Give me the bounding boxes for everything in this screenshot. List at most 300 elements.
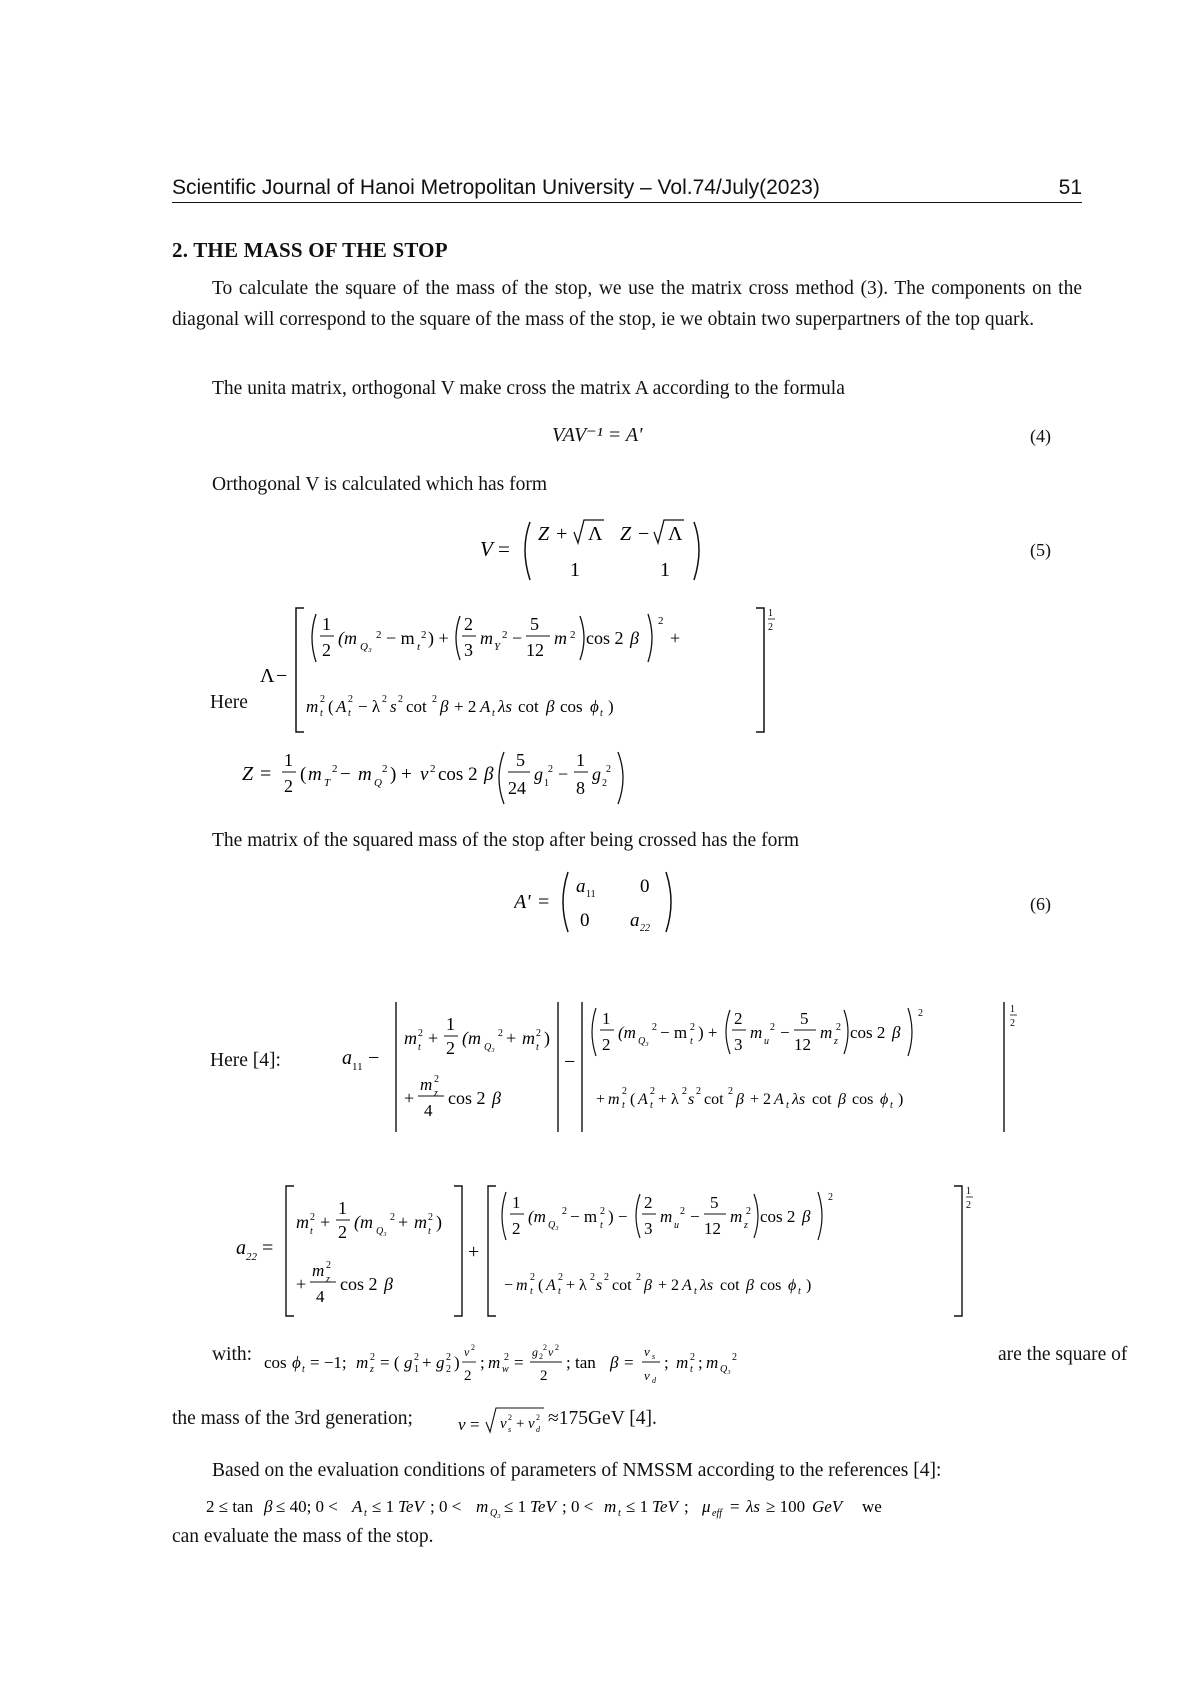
svg-text:TeV: TeV	[398, 1497, 424, 1516]
svg-text:(: (	[630, 1091, 636, 1108]
svg-text:m: m	[488, 1353, 501, 1372]
svg-text:λs: λs	[792, 1091, 806, 1108]
svg-text:(: (	[328, 697, 334, 716]
generation-tail: ≈175GeV [4].	[548, 1408, 657, 1429]
svg-text:β: β	[802, 1207, 811, 1226]
svg-text:cos 2: cos 2	[448, 1088, 486, 1108]
svg-text:t: t	[618, 1508, 621, 1519]
svg-text:m: m	[414, 1212, 427, 1232]
svg-text:β: β	[838, 1091, 846, 1108]
svg-text:2: 2	[502, 629, 508, 641]
svg-text:a: a	[576, 876, 586, 897]
svg-text:m: m	[706, 1353, 719, 1372]
svg-text:−: −	[780, 1023, 790, 1042]
svg-text:2: 2	[376, 629, 382, 641]
svg-text:A: A	[682, 1277, 692, 1294]
svg-text:Q₃: Q₃	[484, 1042, 495, 1053]
with-tail: are the square of	[998, 1344, 1128, 1365]
svg-text:t: t	[530, 1286, 533, 1297]
svg-text:m: m	[750, 1023, 763, 1042]
svg-text:5: 5	[530, 614, 539, 634]
svg-text:5: 5	[710, 1193, 719, 1212]
svg-text:−: −	[340, 764, 351, 785]
svg-text:=: =	[624, 1353, 634, 1372]
svg-text:v: v	[644, 1344, 650, 1359]
svg-text:cos 2: cos 2	[586, 628, 624, 648]
journal-title: Scientific Journal of Hanoi Metropolitan University – Vol.74/July(2023)	[172, 176, 820, 199]
svg-text:cos 2: cos 2	[850, 1023, 886, 1042]
svg-text:t: t	[600, 708, 603, 719]
svg-text:2: 2	[512, 1219, 521, 1238]
svg-text:2: 2	[644, 1193, 653, 1212]
equation-a22	[236, 1176, 996, 1326]
svg-text:2: 2	[539, 1352, 543, 1361]
svg-text:t: t	[690, 1036, 693, 1047]
svg-text:v: v	[500, 1416, 507, 1432]
svg-text:2: 2	[320, 694, 325, 705]
paragraph-evaluation	[172, 1456, 1082, 1487]
svg-text:+: +	[404, 1088, 415, 1108]
svg-text:1: 1	[576, 750, 585, 770]
svg-text:2: 2	[728, 1086, 733, 1097]
svg-text:β: β	[746, 1277, 754, 1294]
svg-text:v: v	[528, 1416, 535, 1432]
svg-text:(m: (m	[354, 1212, 373, 1232]
svg-text:Z: Z	[620, 523, 632, 545]
svg-text:a: a	[342, 1047, 352, 1069]
svg-text:Y: Y	[494, 641, 501, 653]
svg-text:2: 2	[332, 763, 338, 775]
generation-line	[172, 1398, 1082, 1448]
svg-text:2: 2	[536, 1413, 540, 1422]
svg-text:2: 2	[504, 1352, 509, 1363]
svg-text:+: +	[398, 1212, 409, 1232]
svg-text:0: 0	[580, 910, 590, 931]
svg-text:1: 1	[512, 1193, 521, 1212]
svg-text:β: β	[610, 1353, 619, 1372]
svg-text:=: =	[470, 1415, 480, 1434]
svg-text:t: t	[320, 708, 323, 719]
svg-text:+: +	[320, 1212, 331, 1232]
svg-text:(: (	[300, 764, 307, 785]
svg-text:s: s	[390, 697, 397, 716]
svg-text:t: t	[650, 1100, 653, 1111]
svg-text:−: −	[368, 1047, 380, 1069]
svg-text:z: z	[834, 1036, 838, 1047]
svg-text:z: z	[370, 1364, 374, 1375]
svg-text:2: 2	[432, 694, 437, 705]
svg-text:β: β	[384, 1274, 393, 1294]
svg-text:m: m	[604, 1497, 617, 1516]
svg-text:g: g	[404, 1353, 413, 1372]
svg-text:λs: λs	[498, 697, 512, 716]
paragraph-evaluation-end: can evaluate the mass of the stop.	[172, 1526, 434, 1547]
svg-text:) −: ) −	[608, 1207, 628, 1226]
svg-text:+: +	[596, 1091, 606, 1108]
svg-text:ϕ: ϕ	[292, 1353, 301, 1372]
svg-text:2: 2	[322, 640, 331, 660]
svg-text:cot: cot	[612, 1277, 632, 1294]
svg-text:≤ 40; 0 <: ≤ 40; 0 <	[276, 1497, 338, 1516]
svg-text:2: 2	[508, 1413, 512, 1422]
svg-text:(m: (m	[462, 1028, 481, 1048]
svg-text:cot: cot	[812, 1091, 832, 1108]
svg-text:2: 2	[430, 763, 436, 775]
svg-text:m: m	[306, 697, 319, 716]
svg-text:t: t	[492, 708, 495, 719]
paragraph-orthogonal: Orthogonal V is calculated which has form	[212, 474, 548, 495]
svg-text:2: 2	[836, 1022, 841, 1033]
svg-text:g: g	[592, 764, 601, 784]
svg-text:β: β	[484, 764, 494, 785]
svg-text:2: 2	[770, 1022, 775, 1033]
svg-text:β: β	[736, 1091, 744, 1108]
svg-text:≥ 100: ≥ 100	[766, 1497, 806, 1516]
svg-text:Q₃: Q₃	[376, 1226, 387, 1237]
svg-text:t: t	[310, 1226, 313, 1237]
svg-text:2: 2	[530, 1272, 535, 1283]
svg-text:2: 2	[682, 1086, 687, 1097]
svg-text:(: (	[538, 1277, 544, 1294]
generation-text: the mass of the 3rd generation;	[172, 1408, 413, 1429]
svg-text:β: β	[546, 697, 555, 716]
svg-text:1: 1	[544, 778, 549, 789]
svg-text:= −1;: = −1;	[310, 1353, 347, 1372]
svg-text:λs: λs	[746, 1497, 760, 1516]
svg-text:Λ: Λ	[588, 523, 603, 545]
svg-text:2: 2	[828, 1192, 833, 1203]
svg-text:=: =	[498, 537, 510, 561]
svg-text:cos 2: cos 2	[438, 764, 478, 785]
svg-text:2: 2	[543, 1343, 547, 1352]
svg-text:− m: − m	[386, 628, 415, 648]
svg-text:2: 2	[600, 1206, 605, 1217]
svg-text:A: A	[638, 1091, 648, 1108]
svg-text:Λ: Λ	[260, 665, 275, 687]
svg-text:GeV: GeV	[812, 1497, 843, 1516]
svg-text:2: 2	[690, 1352, 695, 1363]
paragraph-intro: To calculate the square of the mass of the stop, we use the matrix cross method (3). The components on the diagonal will correspond to the square of the mass of the stop, ie we obtain two superpartners of the top quark.	[172, 278, 1082, 330]
svg-text:2: 2	[555, 1343, 559, 1352]
svg-text:cos: cos	[560, 697, 583, 716]
svg-text:t: t	[418, 1042, 421, 1053]
svg-text:): )	[806, 1277, 812, 1294]
svg-text:8: 8	[576, 778, 585, 798]
svg-text:u: u	[674, 1220, 679, 1231]
svg-text:s: s	[652, 1352, 656, 1361]
svg-text:t: t	[536, 1042, 539, 1053]
svg-text:+: +	[516, 1416, 525, 1432]
svg-text:3: 3	[734, 1035, 743, 1054]
svg-text:): )	[544, 1028, 550, 1048]
svg-text:;: ;	[698, 1353, 703, 1372]
svg-text:a: a	[236, 1237, 246, 1259]
svg-text:≤ 1: ≤ 1	[372, 1497, 395, 1516]
svg-text:Q: Q	[374, 777, 382, 789]
equation-number-5: (5)	[1030, 540, 1051, 560]
svg-text:5: 5	[800, 1009, 809, 1028]
svg-text:2: 2	[966, 1200, 971, 1211]
svg-text:): )	[608, 697, 614, 716]
svg-text:2: 2	[768, 622, 773, 633]
svg-text:t: t	[798, 1286, 801, 1297]
svg-text:+: +	[506, 1028, 517, 1048]
svg-text:a: a	[630, 910, 640, 931]
svg-text:−: −	[504, 1277, 514, 1294]
svg-text:2: 2	[658, 615, 664, 627]
svg-text:24: 24	[508, 778, 526, 798]
svg-text:m: m	[312, 1261, 325, 1280]
svg-text:+: +	[556, 523, 568, 545]
svg-text:Z: Z	[242, 763, 254, 785]
svg-text:v: v	[458, 1415, 466, 1434]
svg-text:t: t	[302, 1364, 305, 1375]
paragraph-squared-matrix: The matrix of the squared mass of the stop after being crossed has the form	[212, 830, 799, 851]
svg-text:2: 2	[650, 1086, 655, 1097]
svg-text:m: m	[522, 1028, 535, 1048]
svg-text:z: z	[434, 1088, 438, 1099]
svg-text:; 0 <: ; 0 <	[430, 1497, 462, 1516]
svg-text:+: +	[468, 1241, 480, 1263]
svg-text:2: 2	[338, 1222, 347, 1242]
svg-text:;: ;	[684, 1497, 689, 1516]
svg-text:2: 2	[446, 1364, 451, 1375]
svg-text:2: 2	[398, 694, 403, 705]
svg-text:Λ: Λ	[668, 523, 683, 545]
svg-text:−: −	[638, 523, 650, 545]
svg-text:2: 2	[540, 1368, 548, 1384]
svg-text:g: g	[534, 764, 543, 784]
svg-text:2: 2	[562, 1206, 567, 1217]
svg-text:+ 2: + 2	[750, 1091, 772, 1108]
svg-text:2: 2	[446, 1352, 451, 1363]
svg-text:4: 4	[316, 1287, 325, 1306]
svg-text:2: 2	[414, 1352, 419, 1363]
svg-text:ϕ: ϕ	[590, 697, 599, 716]
svg-text:Q₃: Q₃	[360, 641, 372, 653]
svg-text:2: 2	[310, 1212, 315, 1223]
svg-text:1: 1	[660, 559, 670, 581]
svg-text:11: 11	[586, 889, 596, 900]
svg-text:): )	[436, 1212, 442, 1232]
with-label: with:	[212, 1344, 253, 1365]
svg-text:2: 2	[622, 1086, 627, 1097]
svg-text:cot: cot	[518, 697, 539, 716]
svg-text:cos: cos	[264, 1353, 287, 1372]
equation-5-matrix	[480, 510, 730, 588]
equation-6-matrix	[514, 864, 714, 940]
svg-text:2: 2	[464, 614, 473, 634]
svg-text:1: 1	[768, 608, 773, 619]
svg-text:t: t	[890, 1100, 893, 1111]
svg-text:1: 1	[446, 1014, 455, 1034]
svg-text:t: t	[694, 1286, 697, 1297]
svg-text:1: 1	[602, 1009, 611, 1028]
svg-text:2: 2	[370, 1352, 375, 1363]
svg-text:2: 2	[918, 1008, 923, 1019]
with-line	[212, 1338, 1128, 1398]
svg-text:12: 12	[794, 1035, 811, 1054]
svg-text:2: 2	[428, 1212, 433, 1223]
svg-text:ϕ: ϕ	[880, 1091, 889, 1108]
equation-z	[242, 742, 702, 812]
svg-text:TeV: TeV	[652, 1497, 678, 1516]
svg-text:t: t	[786, 1100, 789, 1111]
svg-text:Q₃: Q₃	[638, 1036, 649, 1047]
svg-text:2: 2	[434, 1074, 439, 1085]
svg-text:m: m	[516, 1277, 528, 1294]
svg-text:m: m	[358, 764, 372, 785]
parameter-conditions	[206, 1488, 1026, 1524]
svg-text:β: β	[892, 1023, 901, 1042]
svg-text:s: s	[596, 1277, 603, 1294]
svg-text:s: s	[688, 1091, 695, 1108]
svg-text:2: 2	[746, 1206, 751, 1217]
svg-text:d: d	[536, 1425, 540, 1434]
svg-text:≤ 1: ≤ 1	[504, 1497, 527, 1516]
svg-text:Q₃: Q₃	[720, 1364, 731, 1375]
svg-text:1: 1	[1010, 1004, 1015, 1015]
svg-text:5: 5	[516, 750, 525, 770]
svg-text:μ: μ	[702, 1497, 711, 1516]
svg-text:1: 1	[414, 1364, 419, 1375]
svg-text:2: 2	[680, 1206, 685, 1217]
svg-text:m: m	[676, 1353, 689, 1372]
svg-text:m: m	[820, 1023, 833, 1042]
svg-text:m: m	[356, 1353, 369, 1372]
svg-text:= (: = (	[380, 1353, 400, 1372]
svg-text:): )	[898, 1091, 904, 1108]
svg-text:(m: (m	[528, 1207, 546, 1226]
svg-text:z: z	[744, 1220, 748, 1231]
svg-text:cos 2: cos 2	[760, 1207, 796, 1226]
svg-text:2: 2	[382, 763, 388, 775]
svg-text:=: =	[262, 1237, 274, 1259]
svg-text:2: 2	[284, 776, 293, 796]
svg-text:TeV: TeV	[530, 1497, 556, 1516]
svg-text:2: 2	[464, 1368, 472, 1384]
svg-text:β: β	[630, 628, 639, 648]
svg-text:2: 2	[348, 694, 353, 705]
svg-text:V: V	[480, 537, 493, 561]
svg-text:3: 3	[644, 1219, 653, 1238]
svg-text:+ λ: + λ	[566, 1277, 587, 1294]
svg-text:) +: ) +	[698, 1023, 718, 1042]
svg-text:2: 2	[606, 764, 611, 775]
svg-text:t: t	[428, 1226, 431, 1237]
svg-text:cos 2: cos 2	[340, 1274, 378, 1294]
svg-text:m: m	[296, 1212, 309, 1232]
svg-text:=: =	[514, 1353, 524, 1372]
svg-text:3: 3	[464, 640, 473, 660]
svg-text:(m: (m	[338, 628, 357, 648]
svg-text:−: −	[564, 1051, 576, 1073]
svg-text:cos: cos	[760, 1277, 782, 1294]
with-definitions	[264, 1338, 944, 1398]
svg-text:z: z	[326, 1274, 330, 1285]
equation-lambda	[260, 600, 780, 740]
svg-text:2: 2	[652, 1022, 657, 1033]
svg-text:Q₃: Q₃	[548, 1220, 559, 1231]
svg-text:β: β	[492, 1088, 501, 1108]
svg-text:2: 2	[602, 1035, 611, 1054]
svg-text:m: m	[608, 1091, 620, 1108]
svg-text:m: m	[660, 1207, 673, 1226]
svg-text:v: v	[464, 1345, 470, 1359]
svg-text:β: β	[644, 1277, 652, 1294]
svg-text:cot: cot	[704, 1091, 724, 1108]
svg-text:v: v	[420, 764, 429, 785]
svg-text:g: g	[532, 1345, 538, 1359]
svg-text:A': A'	[514, 891, 531, 913]
svg-text:2: 2	[570, 629, 576, 641]
svg-text:we: we	[862, 1497, 882, 1516]
svg-text:cot: cot	[720, 1277, 740, 1294]
equation-4: VAV⁻¹ = A'	[552, 424, 643, 446]
svg-text:Q₃: Q₃	[490, 1508, 501, 1519]
svg-text:w: w	[502, 1364, 509, 1375]
svg-text:ϕ: ϕ	[788, 1277, 797, 1294]
paragraph-unita: The unita matrix, orthogonal V make cross the matrix A according to the formula	[212, 378, 845, 399]
svg-text:22: 22	[246, 1251, 257, 1263]
svg-text:A: A	[774, 1091, 784, 1108]
svg-text:0: 0	[640, 876, 650, 897]
svg-text:): )	[454, 1353, 460, 1372]
svg-text:2: 2	[734, 1009, 743, 1028]
svg-text:t: t	[558, 1286, 561, 1297]
svg-text:t: t	[690, 1364, 693, 1375]
svg-text:u: u	[764, 1036, 769, 1047]
svg-text:; 0 <: ; 0 <	[562, 1497, 594, 1516]
svg-text:2: 2	[390, 1212, 395, 1223]
svg-text:A: A	[546, 1277, 556, 1294]
section-title: 2. THE MASS OF THE STOP	[172, 238, 448, 262]
svg-text:2: 2	[1010, 1018, 1015, 1029]
svg-text:t: t	[364, 1508, 367, 1519]
svg-text:m: m	[730, 1207, 743, 1226]
svg-text:Z: Z	[538, 523, 550, 545]
svg-text:) +: ) +	[390, 764, 412, 785]
svg-text:t: t	[417, 641, 421, 653]
svg-text:12: 12	[526, 640, 544, 660]
svg-text:;: ;	[664, 1353, 669, 1372]
svg-text:=: =	[260, 763, 272, 785]
svg-text:+: +	[422, 1353, 432, 1372]
svg-text:v: v	[548, 1345, 554, 1359]
svg-text:2: 2	[446, 1038, 455, 1058]
svg-text:2: 2	[690, 1022, 695, 1033]
svg-text:+ 2: + 2	[454, 697, 477, 716]
svg-text:−: −	[558, 764, 569, 784]
svg-text:−: −	[690, 1207, 700, 1226]
svg-text:β: β	[264, 1497, 273, 1516]
svg-text:− λ: − λ	[358, 697, 381, 716]
svg-text:+: +	[428, 1028, 439, 1048]
svg-text:t: t	[622, 1100, 625, 1111]
svg-text:2: 2	[558, 1272, 563, 1283]
svg-text:β: β	[440, 697, 449, 716]
svg-text:v: v	[644, 1368, 650, 1383]
svg-text:2: 2	[382, 694, 387, 705]
svg-text:T: T	[324, 777, 331, 789]
equation-number-4: (4)	[1030, 426, 1051, 446]
svg-text:2: 2	[732, 1352, 737, 1363]
equation-number-6: (6)	[1030, 894, 1051, 914]
label-here: Here	[210, 692, 248, 713]
svg-text:4: 4	[424, 1101, 433, 1120]
svg-text:+ 2: + 2	[658, 1277, 680, 1294]
svg-text:− m: − m	[660, 1023, 688, 1042]
